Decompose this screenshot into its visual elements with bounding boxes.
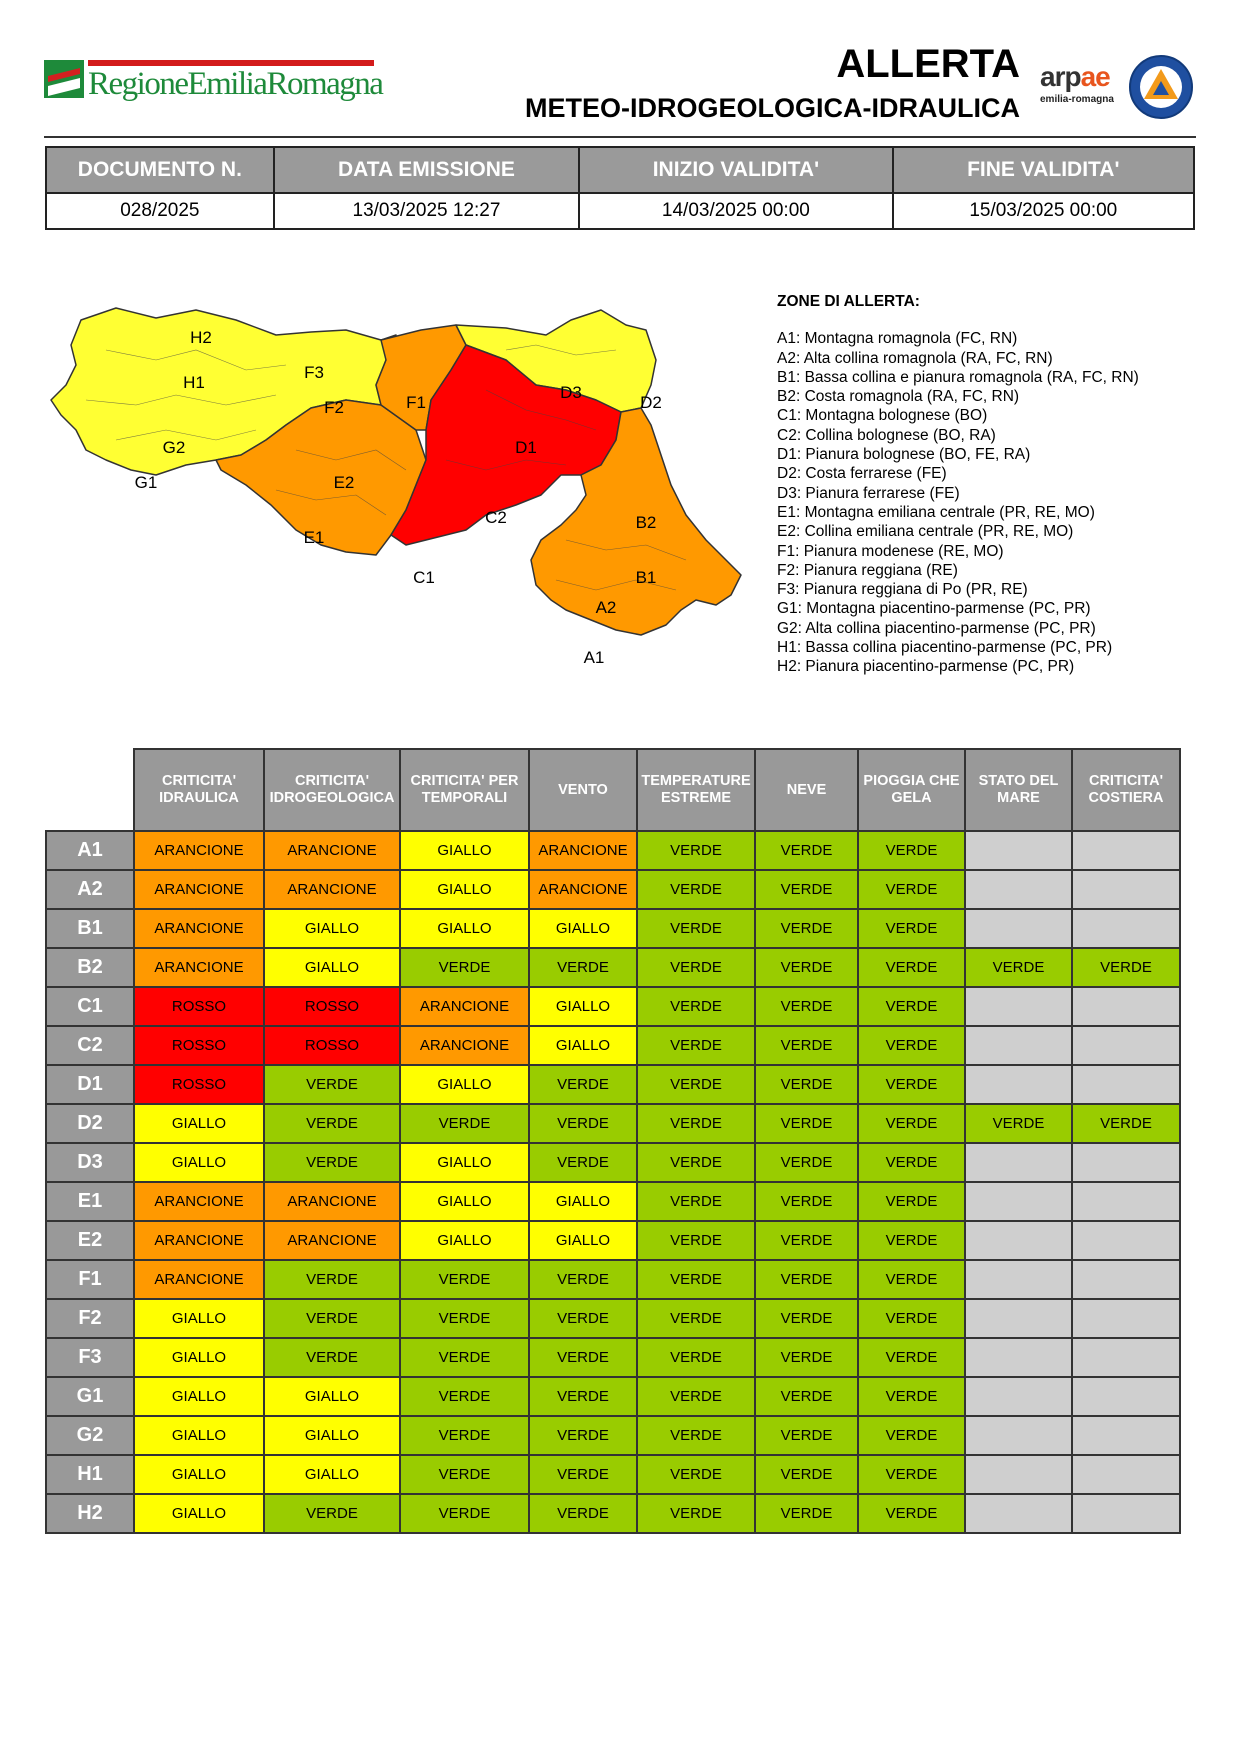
alert-level-cell: VERDE: [858, 1143, 965, 1182]
alert-level-cell: VERDE: [755, 1104, 858, 1143]
alert-level-cell: GIALLO: [134, 1299, 264, 1338]
alert-level-cell: VERDE: [858, 1377, 965, 1416]
alert-level-cell: ARANCIONE: [134, 831, 264, 870]
alert-level-cell: [965, 1221, 1072, 1260]
alert-level-cell: ARANCIONE: [134, 870, 264, 909]
alert-level-cell: VERDE: [858, 1182, 965, 1221]
alert-level-cell: VERDE: [637, 1065, 755, 1104]
alert-level-cell: VERDE: [755, 1221, 858, 1260]
alert-level-cell: VERDE: [858, 870, 965, 909]
alert-row-b1: [46, 909, 1180, 948]
alert-level-cell: [1072, 831, 1180, 870]
alert-level-cell: VERDE: [637, 1299, 755, 1338]
alert-level-cell: [965, 831, 1072, 870]
alert-level-cell: VERDE: [755, 1182, 858, 1221]
alert-level-cell: [1072, 909, 1180, 948]
alert-level-cell: VERDE: [529, 1494, 637, 1533]
alert-row-f3: [46, 1338, 1180, 1377]
alert-level-cell: VERDE: [529, 1104, 637, 1143]
regione-emilia-romagna-logo: [44, 60, 383, 108]
zone-legend-item: F3: Pianura reggiana di Po (PR, RE): [777, 581, 1028, 599]
region-logo-text: RegioneEmiliaRomagna: [88, 66, 383, 102]
alert-level-cell: VERDE: [264, 1299, 400, 1338]
alert-level-cell: VERDE: [264, 1065, 400, 1104]
zone-legend-title: ZONE DI ALLERTA:: [777, 293, 920, 310]
zone-legend-item: F1: Pianura modenese (RE, MO): [777, 542, 1004, 560]
alert-level-cell: VERDE: [1072, 1104, 1180, 1143]
alert-level-cell: GIALLO: [134, 1143, 264, 1182]
alert-zone-code: D1: [46, 1065, 134, 1104]
alert-zone-code: H1: [46, 1455, 134, 1494]
alert-level-cell: GIALLO: [400, 909, 529, 948]
zone-legend-item: D3: Pianura ferrarese (FE): [777, 484, 960, 502]
alert-row-d3: [46, 1143, 1180, 1182]
arpae-logo-sub: emilia-romagna: [1040, 94, 1114, 105]
alert-level-cell: VERDE: [264, 1143, 400, 1182]
alert-level-cell: ARANCIONE: [134, 948, 264, 987]
alert-level-cell: VERDE: [400, 1455, 529, 1494]
alert-level-cell: [965, 1416, 1072, 1455]
alert-level-cell: VERDE: [755, 987, 858, 1026]
zone-legend-item: H1: Bassa collina piacentino-parmense (PC, PR): [777, 639, 1113, 657]
zone-legend-item: E2: Collina emiliana centrale (PR, RE, MO): [777, 523, 1074, 541]
alert-row-f1: [46, 1260, 1180, 1299]
alert-level-cell: VERDE: [755, 1455, 858, 1494]
alert-level-cell: VERDE: [637, 909, 755, 948]
zone-legend-item: B2: Costa romagnola (RA, FC, RN): [777, 388, 1020, 406]
zone-legend-item: F2: Pianura reggiana (RE): [777, 561, 958, 579]
alert-column-header: STATO DEL MARE: [965, 749, 1072, 831]
alert-level-cell: [1072, 1143, 1180, 1182]
alert-level-cell: VERDE: [755, 1026, 858, 1065]
zone-list: [777, 329, 1197, 676]
alert-level-cell: ARANCIONE: [529, 870, 637, 909]
alert-level-cell: VERDE: [637, 1494, 755, 1533]
alert-level-cell: VERDE: [264, 1260, 400, 1299]
alert-level-cell: VERDE: [637, 831, 755, 870]
alert-row-h2: [46, 1494, 1180, 1533]
alert-level-cell: [1072, 1455, 1180, 1494]
zone-legend-item: G1: Montagna piacentino-parmense (PC, PR): [777, 600, 1091, 618]
alert-level-cell: VERDE: [637, 870, 755, 909]
alert-level-cell: GIALLO: [400, 831, 529, 870]
alert-zone-code: H2: [46, 1494, 134, 1533]
alert-level-cell: ARANCIONE: [400, 987, 529, 1026]
alert-level-cell: VERDE: [858, 1065, 965, 1104]
protezione-civile-logo: [1128, 54, 1194, 120]
map-label-c1: C1: [413, 568, 435, 587]
alert-level-cell: [965, 1338, 1072, 1377]
alert-level-cell: [965, 1455, 1072, 1494]
map-label-d2: D2: [640, 393, 662, 412]
alert-level-cell: VERDE: [529, 1143, 637, 1182]
map-label-e1: E1: [303, 528, 325, 547]
alert-level-cell: VERDE: [400, 1299, 529, 1338]
alert-row-e1: [46, 1182, 1180, 1221]
alert-level-cell: [965, 1065, 1072, 1104]
alert-level-cell: VERDE: [1072, 948, 1180, 987]
alert-level-cell: [965, 1494, 1072, 1533]
alert-level-cell: ARANCIONE: [529, 831, 637, 870]
alert-level-cell: ARANCIONE: [264, 1182, 400, 1221]
alert-level-cell: VERDE: [529, 1416, 637, 1455]
alert-zone-code: B2: [46, 948, 134, 987]
alert-level-cell: GIALLO: [529, 909, 637, 948]
alert-level-cell: [965, 1377, 1072, 1416]
alert-level-cell: VERDE: [858, 1104, 965, 1143]
alert-level-cell: VERDE: [965, 1104, 1072, 1143]
alert-level-cell: ROSSO: [134, 987, 264, 1026]
alert-level-cell: ARANCIONE: [134, 1182, 264, 1221]
alert-level-cell: [1072, 1065, 1180, 1104]
alert-level-cell: VERDE: [529, 1455, 637, 1494]
alert-level-cell: VERDE: [858, 948, 965, 987]
arpae-logo-word: arpae: [1040, 61, 1110, 92]
zone-legend-item: B1: Bassa collina e pianura romagnola (RA, FC, RN): [777, 368, 1139, 386]
alert-zone-code: F1: [46, 1260, 134, 1299]
validity-start-header: INIZIO VALIDITA': [579, 147, 892, 193]
alert-level-cell: [1072, 1260, 1180, 1299]
alert-level-cell: [1072, 1416, 1180, 1455]
validity-end-value: 15/03/2025 00:00: [893, 193, 1194, 229]
alert-level-cell: VERDE: [858, 1026, 965, 1065]
alert-level-cell: GIALLO: [400, 1065, 529, 1104]
alert-level-cell: ARANCIONE: [264, 870, 400, 909]
map-label-d1: D1: [515, 438, 537, 457]
alert-level-cell: VERDE: [755, 1338, 858, 1377]
doc-number-value: 028/2025: [46, 193, 274, 229]
alert-level-cell: VERDE: [755, 1260, 858, 1299]
alert-zone-code: C2: [46, 1026, 134, 1065]
alert-level-cell: ARANCIONE: [400, 1026, 529, 1065]
alert-level-cell: [1072, 1221, 1180, 1260]
map-label-f2: F2: [324, 398, 344, 417]
emission-date-value: 13/03/2025 12:27: [274, 193, 579, 229]
alert-level-cell: VERDE: [858, 1494, 965, 1533]
alert-level-cell: ARANCIONE: [264, 1221, 400, 1260]
alert-level-cell: VERDE: [400, 1338, 529, 1377]
alert-level-cell: GIALLO: [134, 1104, 264, 1143]
alert-level-cell: VERDE: [858, 1455, 965, 1494]
alert-level-cell: VERDE: [529, 1377, 637, 1416]
map-label-a2: A2: [595, 598, 617, 617]
alert-level-cell: ROSSO: [264, 1026, 400, 1065]
alert-level-cell: ARANCIONE: [134, 909, 264, 948]
map-label-c2: C2: [485, 508, 507, 527]
alert-row-b2: [46, 948, 1180, 987]
alert-level-cell: VERDE: [755, 909, 858, 948]
zone-legend-item: E1: Montagna emiliana centrale (PR, RE, MO): [777, 503, 1095, 521]
alert-level-cell: VERDE: [637, 1026, 755, 1065]
alert-level-cell: VERDE: [637, 987, 755, 1026]
alert-zone-code: E1: [46, 1182, 134, 1221]
alert-level-cell: GIALLO: [529, 1026, 637, 1065]
alert-level-cell: [965, 909, 1072, 948]
alert-zone-code: A2: [46, 870, 134, 909]
map-label-d3: D3: [560, 383, 582, 402]
alert-column-header: TEMPERATURE ESTREME: [637, 749, 755, 831]
alert-level-cell: [965, 870, 1072, 909]
alert-level-cell: GIALLO: [400, 870, 529, 909]
alert-level-cell: VERDE: [858, 1221, 965, 1260]
alert-level-cell: VERDE: [529, 1338, 637, 1377]
alert-level-cell: VERDE: [755, 1065, 858, 1104]
alert-level-cell: GIALLO: [134, 1455, 264, 1494]
alert-level-cell: GIALLO: [529, 987, 637, 1026]
document-title: [525, 42, 1020, 126]
alert-level-cell: VERDE: [755, 1143, 858, 1182]
alert-level-cell: GIALLO: [529, 1182, 637, 1221]
doc-number-header: DOCUMENTO N.: [46, 147, 274, 193]
map-label-h2: H2: [190, 328, 212, 347]
alert-level-cell: VERDE: [755, 1494, 858, 1533]
alert-level-cell: [1072, 1494, 1180, 1533]
alert-level-cell: VERDE: [529, 1065, 637, 1104]
alert-row-c1: [46, 987, 1180, 1026]
alert-level-cell: GIALLO: [264, 909, 400, 948]
alert-level-cell: VERDE: [264, 1338, 400, 1377]
alert-column-header: CRITICITA' IDRAULICA: [134, 749, 264, 831]
map-label-g1: G1: [134, 473, 158, 492]
alert-level-cell: VERDE: [400, 1260, 529, 1299]
alert-level-cell: GIALLO: [400, 1182, 529, 1221]
alert-level-cell: VERDE: [400, 1494, 529, 1533]
alert-level-cell: ARANCIONE: [134, 1221, 264, 1260]
alert-level-cell: VERDE: [637, 1260, 755, 1299]
alert-level-cell: VERDE: [637, 1182, 755, 1221]
map-label-f1: F1: [406, 393, 426, 412]
map-label-g2: G2: [162, 438, 186, 457]
alert-level-cell: GIALLO: [264, 1416, 400, 1455]
alert-level-cell: ROSSO: [264, 987, 400, 1026]
zone-legend-item: A1: Montagna romagnola (FC, RN): [777, 330, 1018, 348]
alert-row-a2: [46, 870, 1180, 909]
alert-level-cell: [965, 1260, 1072, 1299]
alert-level-cell: VERDE: [637, 1455, 755, 1494]
map-label-b1: B1: [635, 568, 657, 587]
alert-table: [45, 748, 1181, 1534]
alert-level-cell: GIALLO: [134, 1494, 264, 1533]
alert-zone-code: G2: [46, 1416, 134, 1455]
alert-level-cell: VERDE: [637, 1338, 755, 1377]
alert-level-cell: VERDE: [529, 1260, 637, 1299]
alert-zone-code: C1: [46, 987, 134, 1026]
alert-row-f2: [46, 1299, 1180, 1338]
alert-zone-code: B1: [46, 909, 134, 948]
title-allerta: ALLERTA: [836, 42, 1020, 86]
alert-level-cell: VERDE: [400, 1104, 529, 1143]
alert-column-header: VENTO: [529, 749, 637, 831]
alert-zone-code: D2: [46, 1104, 134, 1143]
validity-end-header: FINE VALIDITA': [893, 147, 1194, 193]
document-info-table: [45, 146, 1195, 230]
region-flag-icon: [44, 60, 84, 98]
map-label-b2: B2: [635, 513, 657, 532]
alert-level-cell: VERDE: [858, 987, 965, 1026]
alert-level-cell: [1072, 1299, 1180, 1338]
alert-level-cell: VERDE: [529, 948, 637, 987]
alert-column-header: CRITICITA' COSTIERA: [1072, 749, 1180, 831]
alert-level-cell: [1072, 870, 1180, 909]
alert-zone-code: F2: [46, 1299, 134, 1338]
alert-level-cell: VERDE: [400, 1416, 529, 1455]
zone-legend-item: H2: Pianura piacentino-parmense (PC, PR): [777, 658, 1075, 676]
zone-legend-item: A2: Alta collina romagnola (RA, FC, RN): [777, 349, 1053, 367]
alert-table-corner: [46, 749, 134, 831]
alert-level-cell: VERDE: [637, 1377, 755, 1416]
alert-column-header: CRITICITA' PER TEMPORALI: [400, 749, 529, 831]
alert-level-cell: GIALLO: [529, 1221, 637, 1260]
map-label-f3: F3: [304, 363, 324, 382]
alert-column-header: PIOGGIA CHE GELA: [858, 749, 965, 831]
alert-level-cell: VERDE: [637, 1221, 755, 1260]
alert-level-cell: VERDE: [755, 870, 858, 909]
alert-level-cell: VERDE: [264, 1104, 400, 1143]
map-label-a1: A1: [583, 648, 605, 667]
alert-level-cell: VERDE: [755, 1416, 858, 1455]
alert-zone-code: D3: [46, 1143, 134, 1182]
zone-legend-item: C2: Collina bolognese (BO, RA): [777, 426, 996, 444]
alert-level-cell: ROSSO: [134, 1026, 264, 1065]
alert-level-cell: [1072, 1338, 1180, 1377]
alert-row-c2: [46, 1026, 1180, 1065]
alert-level-cell: VERDE: [400, 1377, 529, 1416]
alert-level-cell: ROSSO: [134, 1065, 264, 1104]
alert-level-cell: VERDE: [755, 831, 858, 870]
zone-legend-item: D2: Costa ferrarese (FE): [777, 465, 947, 483]
alert-level-cell: VERDE: [858, 831, 965, 870]
alert-level-cell: GIALLO: [400, 1143, 529, 1182]
alert-level-cell: VERDE: [858, 909, 965, 948]
alert-zone-code: A1: [46, 831, 134, 870]
alert-zone-code: F3: [46, 1338, 134, 1377]
alert-level-cell: ARANCIONE: [264, 831, 400, 870]
alert-level-cell: [1072, 1377, 1180, 1416]
zone-legend-item: G2: Alta collina piacentino-parmense (PC, PR): [777, 619, 1096, 637]
alert-level-cell: GIALLO: [264, 1377, 400, 1416]
alert-level-cell: GIALLO: [134, 1338, 264, 1377]
alert-level-cell: VERDE: [529, 1299, 637, 1338]
alert-level-cell: VERDE: [400, 948, 529, 987]
alert-level-cell: [965, 1143, 1072, 1182]
alert-row-a1: [46, 831, 1180, 870]
alert-level-cell: GIALLO: [264, 1455, 400, 1494]
alert-level-cell: VERDE: [858, 1416, 965, 1455]
alert-level-cell: [965, 1299, 1072, 1338]
alert-column-header: NEVE: [755, 749, 858, 831]
alert-level-cell: VERDE: [755, 1299, 858, 1338]
alert-zone-code: G1: [46, 1377, 134, 1416]
alert-level-cell: [1072, 1026, 1180, 1065]
alert-level-cell: VERDE: [858, 1260, 965, 1299]
alert-column-header: CRITICITA' IDROGEOLOGICA: [264, 749, 400, 831]
alert-row-d2: [46, 1104, 1180, 1143]
alert-level-cell: [965, 987, 1072, 1026]
alert-level-cell: GIALLO: [134, 1416, 264, 1455]
alert-level-cell: VERDE: [858, 1299, 965, 1338]
alert-level-cell: VERDE: [755, 948, 858, 987]
alert-level-cell: VERDE: [637, 948, 755, 987]
alert-row-g1: [46, 1377, 1180, 1416]
alert-level-cell: ARANCIONE: [134, 1260, 264, 1299]
alert-level-cell: [1072, 987, 1180, 1026]
alert-level-cell: [965, 1182, 1072, 1221]
title-subtitle: METEO-IDROGEOLOGICA-IDRAULICA: [525, 93, 1020, 123]
zone-legend-item: D1: Pianura bolognese (BO, FE, RA): [777, 446, 1031, 464]
alert-level-cell: GIALLO: [400, 1221, 529, 1260]
alert-level-cell: VERDE: [637, 1416, 755, 1455]
alert-level-cell: VERDE: [637, 1104, 755, 1143]
alert-level-cell: [1072, 1182, 1180, 1221]
alert-level-cell: VERDE: [858, 1338, 965, 1377]
alert-level-cell: VERDE: [965, 948, 1072, 987]
alert-level-cell: GIALLO: [134, 1377, 264, 1416]
alert-row-e2: [46, 1221, 1180, 1260]
map-label-h1: H1: [183, 373, 205, 392]
alert-level-cell: VERDE: [637, 1143, 755, 1182]
map-label-e2: E2: [333, 473, 355, 492]
alert-level-cell: VERDE: [264, 1494, 400, 1533]
alert-level-cell: GIALLO: [264, 948, 400, 987]
alert-zones-map: [46, 290, 746, 700]
alert-row-g2: [46, 1416, 1180, 1455]
header-divider: [44, 136, 1196, 138]
zone-legend: [777, 292, 1197, 677]
alert-row-d1: [46, 1065, 1180, 1104]
emission-date-header: DATA EMISSIONE: [274, 147, 579, 193]
alert-row-h1: [46, 1455, 1180, 1494]
alert-level-cell: [965, 1026, 1072, 1065]
alert-level-cell: VERDE: [755, 1377, 858, 1416]
validity-start-value: 14/03/2025 00:00: [579, 193, 892, 229]
arpae-logo: [1040, 62, 1125, 105]
alert-zone-code: E2: [46, 1221, 134, 1260]
zone-legend-item: C1: Montagna bolognese (BO): [777, 407, 988, 425]
